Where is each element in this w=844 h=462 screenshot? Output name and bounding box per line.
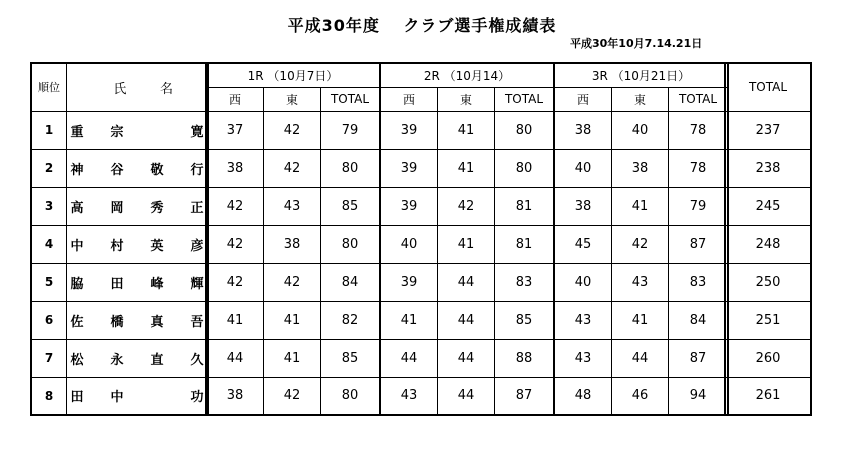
grand-total-cell: 250 bbox=[725, 263, 811, 301]
name-char: 直 bbox=[150, 352, 164, 368]
table-row bbox=[725, 225, 811, 263]
round-total: 79 bbox=[669, 187, 729, 225]
name-char: 敬 bbox=[150, 162, 164, 178]
table-row bbox=[31, 149, 208, 187]
rank-cell: 4 bbox=[31, 225, 67, 263]
round-total: 85 bbox=[495, 301, 555, 339]
name-char: 永 bbox=[110, 352, 124, 368]
round-total: 78 bbox=[669, 149, 729, 187]
name-char: 行 bbox=[190, 162, 204, 178]
round-total: 80 bbox=[495, 149, 555, 187]
west-score: 43 bbox=[380, 377, 438, 415]
table-row bbox=[31, 263, 208, 301]
east-score: 46 bbox=[612, 377, 669, 415]
east-score: 43 bbox=[264, 187, 321, 225]
name-char: 秀 bbox=[150, 200, 164, 216]
table-row bbox=[380, 111, 554, 149]
name-char: 中 bbox=[110, 390, 124, 406]
table-row bbox=[554, 301, 728, 339]
table-row bbox=[31, 187, 208, 225]
round-total: 87 bbox=[669, 225, 729, 263]
table-row bbox=[554, 263, 728, 301]
east-score: 41 bbox=[438, 225, 495, 263]
name-header-a: 氏 bbox=[113, 81, 127, 97]
name-char: 真 bbox=[150, 314, 164, 330]
name-char: 田 bbox=[70, 390, 84, 406]
name-char: 高 bbox=[70, 200, 84, 216]
name-char: 功 bbox=[190, 390, 204, 406]
round-total: 81 bbox=[495, 225, 555, 263]
name-char bbox=[150, 121, 164, 140]
east-score: 42 bbox=[264, 111, 321, 149]
name-cell bbox=[67, 377, 209, 415]
west-score: 40 bbox=[554, 263, 612, 301]
name-cell bbox=[67, 263, 209, 301]
east-score: 42 bbox=[264, 377, 321, 415]
west-score: 43 bbox=[554, 301, 612, 339]
table-row bbox=[725, 377, 811, 415]
rank-cell: 2 bbox=[31, 149, 67, 187]
table-row bbox=[206, 149, 380, 187]
name-char: 神 bbox=[70, 162, 84, 178]
west-header: 西 bbox=[206, 87, 264, 111]
table-row bbox=[31, 339, 208, 377]
round3-table bbox=[553, 62, 729, 416]
table-row bbox=[206, 187, 380, 225]
east-score: 42 bbox=[438, 187, 495, 225]
grand-total-header: TOTAL bbox=[725, 63, 811, 111]
east-score: 41 bbox=[438, 149, 495, 187]
table-row bbox=[380, 225, 554, 263]
table-row bbox=[31, 301, 208, 339]
event-dates: 平成30年10月7.14.21日 bbox=[570, 37, 703, 50]
round-total: 78 bbox=[669, 111, 729, 149]
name-char: 寛 bbox=[190, 124, 204, 140]
grand-total-cell: 237 bbox=[725, 111, 811, 149]
name-char: 岡 bbox=[110, 200, 124, 216]
table-row bbox=[206, 301, 380, 339]
west-score: 39 bbox=[380, 187, 438, 225]
total-header: TOTAL bbox=[495, 87, 555, 111]
east-score: 41 bbox=[612, 301, 669, 339]
round-total: 79 bbox=[321, 111, 381, 149]
round-total: 87 bbox=[669, 339, 729, 377]
west-score: 39 bbox=[380, 111, 438, 149]
round-total: 85 bbox=[321, 187, 381, 225]
west-score: 48 bbox=[554, 377, 612, 415]
west-score: 42 bbox=[206, 263, 264, 301]
east-score: 41 bbox=[264, 301, 321, 339]
west-score: 42 bbox=[206, 225, 264, 263]
rank-cell: 3 bbox=[31, 187, 67, 225]
name-cell bbox=[67, 301, 209, 339]
west-score: 38 bbox=[554, 187, 612, 225]
east-header: 東 bbox=[612, 87, 669, 111]
table-row bbox=[380, 339, 554, 377]
name-cell bbox=[67, 339, 209, 377]
west-score: 41 bbox=[206, 301, 264, 339]
round-total: 80 bbox=[321, 225, 381, 263]
rank-name-table bbox=[30, 62, 209, 416]
name-char: 吾 bbox=[190, 314, 204, 330]
west-score: 39 bbox=[380, 263, 438, 301]
round-total: 84 bbox=[321, 263, 381, 301]
grand-total-cell: 245 bbox=[725, 187, 811, 225]
table-row bbox=[31, 111, 208, 149]
table-row bbox=[380, 187, 554, 225]
table-row bbox=[554, 149, 728, 187]
name-char bbox=[150, 386, 164, 405]
east-header: 東 bbox=[264, 87, 321, 111]
name-char: 宗 bbox=[110, 124, 124, 140]
name-header bbox=[67, 63, 209, 111]
table-row bbox=[31, 225, 208, 263]
table-row bbox=[31, 377, 208, 415]
name-char: 輝 bbox=[190, 276, 204, 292]
name-char: 村 bbox=[110, 238, 124, 254]
grand-total-table bbox=[724, 62, 812, 416]
table-row bbox=[206, 225, 380, 263]
table-row bbox=[725, 263, 811, 301]
round-total: 82 bbox=[321, 301, 381, 339]
grand-total-cell: 261 bbox=[725, 377, 811, 415]
table-row bbox=[380, 301, 554, 339]
grand-total-cell: 260 bbox=[725, 339, 811, 377]
east-score: 44 bbox=[438, 263, 495, 301]
round-total: 81 bbox=[495, 187, 555, 225]
round-total: 84 bbox=[669, 301, 729, 339]
table-row bbox=[725, 111, 811, 149]
name-char: 正 bbox=[190, 200, 204, 216]
table-row bbox=[554, 187, 728, 225]
name-char: 彦 bbox=[190, 238, 204, 254]
table-row bbox=[206, 377, 380, 415]
name-cell bbox=[67, 225, 209, 263]
west-score: 38 bbox=[206, 149, 264, 187]
total-header: TOTAL bbox=[321, 87, 381, 111]
rank-cell: 6 bbox=[31, 301, 67, 339]
grand-total-cell: 248 bbox=[725, 225, 811, 263]
round-total: 83 bbox=[669, 263, 729, 301]
west-score: 37 bbox=[206, 111, 264, 149]
west-score: 45 bbox=[554, 225, 612, 263]
east-score: 42 bbox=[264, 263, 321, 301]
west-score: 44 bbox=[206, 339, 264, 377]
name-char: 田 bbox=[110, 276, 124, 292]
table-row bbox=[554, 377, 728, 415]
table-row bbox=[380, 377, 554, 415]
round1-table bbox=[205, 62, 381, 416]
east-score: 38 bbox=[264, 225, 321, 263]
east-score: 44 bbox=[438, 301, 495, 339]
table-row bbox=[380, 149, 554, 187]
round-total: 80 bbox=[321, 377, 381, 415]
round-total: 85 bbox=[321, 339, 381, 377]
name-header-b: 名 bbox=[160, 81, 174, 97]
east-score: 41 bbox=[438, 111, 495, 149]
name-char: 橋 bbox=[110, 314, 124, 330]
name-char: 脇 bbox=[70, 276, 84, 292]
round3-header: 3R （10月21日） bbox=[554, 63, 728, 87]
table-row bbox=[725, 149, 811, 187]
west-score: 40 bbox=[380, 225, 438, 263]
west-score: 38 bbox=[206, 377, 264, 415]
east-score: 41 bbox=[264, 339, 321, 377]
rank-header: 順位 bbox=[31, 63, 67, 111]
west-header: 西 bbox=[554, 87, 612, 111]
east-score: 42 bbox=[612, 225, 669, 263]
grand-total-cell: 251 bbox=[725, 301, 811, 339]
round2-table bbox=[379, 62, 555, 416]
rank-cell: 8 bbox=[31, 377, 67, 415]
rank-cell: 7 bbox=[31, 339, 67, 377]
east-score: 43 bbox=[612, 263, 669, 301]
east-score: 42 bbox=[264, 149, 321, 187]
table-row bbox=[725, 301, 811, 339]
east-score: 38 bbox=[612, 149, 669, 187]
west-score: 41 bbox=[380, 301, 438, 339]
west-header: 西 bbox=[380, 87, 438, 111]
rank-cell: 1 bbox=[31, 111, 67, 149]
west-score: 38 bbox=[554, 111, 612, 149]
east-score: 41 bbox=[612, 187, 669, 225]
table-row bbox=[206, 263, 380, 301]
table-row bbox=[554, 111, 728, 149]
round-total: 83 bbox=[495, 263, 555, 301]
round-total: 88 bbox=[495, 339, 555, 377]
name-char: 久 bbox=[190, 352, 204, 368]
round-total: 94 bbox=[669, 377, 729, 415]
total-header: TOTAL bbox=[669, 87, 729, 111]
name-char: 松 bbox=[70, 352, 84, 368]
west-score: 43 bbox=[554, 339, 612, 377]
name-char: 重 bbox=[70, 124, 84, 140]
table-row bbox=[206, 111, 380, 149]
east-header: 東 bbox=[438, 87, 495, 111]
name-cell bbox=[67, 149, 209, 187]
east-score: 40 bbox=[612, 111, 669, 149]
name-cell bbox=[67, 111, 209, 149]
east-score: 44 bbox=[612, 339, 669, 377]
table-row bbox=[554, 339, 728, 377]
table-row bbox=[206, 339, 380, 377]
name-cell bbox=[67, 187, 209, 225]
page-title: 平成30年度 クラブ選手権成績表 bbox=[287, 16, 557, 35]
table-row bbox=[725, 187, 811, 225]
east-score: 44 bbox=[438, 377, 495, 415]
name-char: 佐 bbox=[70, 314, 84, 330]
round1-header: 1R （10月7日） bbox=[206, 63, 380, 87]
name-char: 英 bbox=[150, 238, 164, 254]
west-score: 44 bbox=[380, 339, 438, 377]
west-score: 40 bbox=[554, 149, 612, 187]
name-char: 谷 bbox=[110, 162, 124, 178]
name-char: 中 bbox=[70, 238, 84, 254]
rank-cell: 5 bbox=[31, 263, 67, 301]
west-score: 39 bbox=[380, 149, 438, 187]
round2-header: 2R （10月14） bbox=[380, 63, 554, 87]
round-total: 87 bbox=[495, 377, 555, 415]
east-score: 44 bbox=[438, 339, 495, 377]
table-row bbox=[380, 263, 554, 301]
table-row bbox=[554, 225, 728, 263]
west-score: 42 bbox=[206, 187, 264, 225]
round-total: 80 bbox=[495, 111, 555, 149]
round-total: 80 bbox=[321, 149, 381, 187]
grand-total-cell: 238 bbox=[725, 149, 811, 187]
name-char: 峰 bbox=[150, 276, 164, 292]
table-row bbox=[725, 339, 811, 377]
